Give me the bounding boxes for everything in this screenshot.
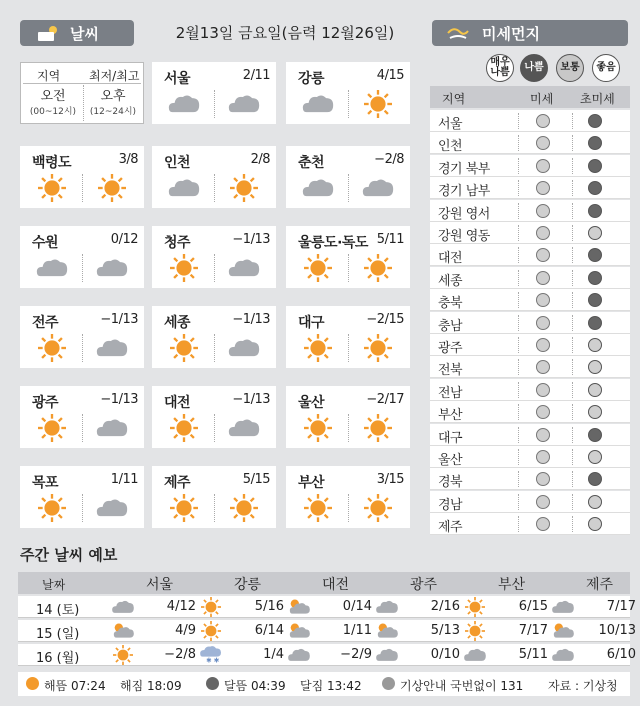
city-temp: 0/12 xyxy=(110,232,138,247)
sun-icon xyxy=(34,174,70,202)
cloud-icon xyxy=(166,174,202,202)
city-name: 대전 xyxy=(164,395,191,411)
city-temp: −1/13 xyxy=(100,312,138,327)
pm10-level-icon xyxy=(536,159,550,173)
cloud-icon xyxy=(360,174,396,202)
weekly-temp: 4/12 xyxy=(166,599,196,614)
city-temp: 3/15 xyxy=(376,472,404,487)
sun-icon xyxy=(360,90,396,118)
weekly-cell xyxy=(374,644,462,666)
city-name: 제주 xyxy=(164,475,191,491)
cloud-icon xyxy=(94,334,130,362)
pm10-level-icon xyxy=(536,181,550,195)
city-name: 울릉도·독도 xyxy=(298,235,368,251)
dust-region: 경북 xyxy=(438,475,463,491)
city-card xyxy=(20,146,144,208)
weekly-row xyxy=(18,620,636,642)
cloud-icon xyxy=(300,174,336,202)
sun-icon xyxy=(300,334,336,362)
city-card xyxy=(152,386,276,448)
pm10-level-icon xyxy=(536,360,550,374)
pm25-level-icon xyxy=(588,114,602,128)
weekly-cell xyxy=(462,644,550,666)
city-temp: −2/17 xyxy=(366,392,404,407)
moonset-time: 달짐 13:42 xyxy=(300,679,362,693)
pm10-level-icon xyxy=(536,405,550,419)
city-name: 춘천 xyxy=(298,155,325,171)
city-temp: −1/13 xyxy=(232,312,270,327)
city-temp: 3/8 xyxy=(118,152,138,167)
dust-row xyxy=(430,401,630,423)
city-card xyxy=(286,146,410,208)
sun-icon xyxy=(226,174,262,202)
weekly-cell xyxy=(550,644,638,666)
dust-title: 미세먼지 xyxy=(482,24,540,43)
legend-region: 지역 xyxy=(37,69,61,83)
dust-region: 강원 영서 xyxy=(438,206,490,222)
weekly-header xyxy=(18,572,630,594)
pm25-level-icon xyxy=(588,316,602,330)
city-name: 목포 xyxy=(32,475,59,491)
weekly-title: 주간 날씨 예보 xyxy=(20,546,118,564)
dust-row xyxy=(430,379,630,401)
partly-icon xyxy=(110,621,136,641)
weekly-temp: 7/17 xyxy=(606,599,636,614)
dust-region: 경기 남부 xyxy=(438,184,490,200)
sun-icon xyxy=(360,254,396,282)
weekly-temp: 6/14 xyxy=(254,623,284,638)
pm10-level-icon xyxy=(536,338,550,352)
sun-icon xyxy=(198,621,224,641)
cloud-icon xyxy=(462,645,488,665)
city-card xyxy=(286,62,410,124)
sunrise-icon xyxy=(26,677,39,690)
sun-icon xyxy=(166,494,202,522)
pm25-level-icon xyxy=(588,450,602,464)
weekly-city: 제주 xyxy=(586,577,614,593)
pm25-level-icon xyxy=(588,360,602,374)
weekly-temp: 1/4 xyxy=(263,647,284,662)
cloud-icon xyxy=(550,597,576,617)
weekly-cell xyxy=(110,620,198,642)
city-temp: −2/8 xyxy=(374,152,404,167)
city-card xyxy=(152,146,276,208)
legend-am: 오전 (00~12시) xyxy=(29,89,77,117)
pm10-level-icon xyxy=(536,136,550,150)
pm25-level-icon xyxy=(588,226,602,240)
dust-region: 대전 xyxy=(438,251,463,267)
data-source: 자료 : 기상청 xyxy=(548,679,618,693)
dust-row xyxy=(430,244,630,266)
sun-icon xyxy=(198,597,224,617)
city-name: 청주 xyxy=(164,235,191,251)
weekly-temp: 6/10 xyxy=(606,647,636,662)
sun-icon xyxy=(34,334,70,362)
weather-title: 날씨 xyxy=(70,24,99,43)
city-temp: −1/13 xyxy=(232,232,270,247)
city-temp: −2/15 xyxy=(366,312,404,327)
cloud-icon xyxy=(374,645,400,665)
weekly-date: 16 (월) xyxy=(36,651,80,666)
weekly-temp: 10/13 xyxy=(598,623,636,638)
pm25-level-icon xyxy=(588,271,602,285)
weekly-temp: 1/11 xyxy=(342,623,372,638)
pm10-level-icon xyxy=(536,271,550,285)
city-card xyxy=(152,226,276,288)
pm25-level-icon xyxy=(588,136,602,150)
dust-region: 충남 xyxy=(438,318,463,334)
weekly-temp: −2/8 xyxy=(164,647,196,662)
moonrise-time: 달뜸 04:39 xyxy=(224,679,286,693)
city-temp: −1/13 xyxy=(100,392,138,407)
pm25-level-icon xyxy=(588,293,602,307)
weekly-temp: 5/16 xyxy=(254,599,284,614)
sun-icon xyxy=(226,494,262,522)
sun-icon xyxy=(462,621,488,641)
city-temp: 2/8 xyxy=(250,152,270,167)
weekly-city: 대전 xyxy=(322,577,350,593)
phone-info: 기상안내 국번없이 131 xyxy=(400,679,524,693)
dust-region: 경남 xyxy=(438,497,463,513)
city-card xyxy=(152,62,276,124)
cloud-icon xyxy=(94,494,130,522)
city-card xyxy=(286,226,410,288)
weekly-cell xyxy=(286,596,374,618)
dust-row xyxy=(430,312,630,334)
dust-row xyxy=(430,200,630,222)
weather-title-badge xyxy=(20,20,134,46)
dust-region: 서울 xyxy=(438,117,463,132)
weekly-temp: −2/9 xyxy=(340,647,372,662)
weekly-temp: 0/14 xyxy=(342,599,372,614)
dust-row xyxy=(430,468,630,490)
weekly-city: 부산 xyxy=(498,577,526,593)
weekly-temp: 7/17 xyxy=(518,623,548,638)
dust-region: 인천 xyxy=(438,139,463,155)
weekly-temp: 4/9 xyxy=(175,623,196,638)
pm10-level-icon xyxy=(536,383,550,397)
weekly-date: 14 (토) xyxy=(36,603,80,618)
weekly-cell xyxy=(550,620,638,642)
sun-icon xyxy=(300,254,336,282)
dust-row xyxy=(430,424,630,446)
pm25-level-icon xyxy=(588,383,602,397)
wind-dust-icon xyxy=(446,24,472,42)
dust-row xyxy=(430,110,630,132)
dust-col-pm10: 미세 xyxy=(530,92,554,106)
sun-icon xyxy=(300,494,336,522)
city-card xyxy=(286,306,410,368)
pm25-level-icon xyxy=(588,248,602,262)
city-temp: 1/11 xyxy=(110,472,138,487)
dust-row xyxy=(430,222,630,244)
dust-legend-normal: 보통 xyxy=(556,54,584,82)
footer-bar xyxy=(18,672,630,696)
sun-icon xyxy=(94,174,130,202)
cloud-icon xyxy=(34,254,70,282)
dust-legend-bad: 나쁨 xyxy=(520,54,548,82)
pm10-level-icon xyxy=(536,450,550,464)
sun-icon xyxy=(166,254,202,282)
pm25-level-icon xyxy=(588,428,602,442)
dust-region: 경기 북부 xyxy=(438,161,490,177)
sunset-time: 해짐 18:09 xyxy=(120,679,182,693)
pm25-level-icon xyxy=(588,181,602,195)
sun-icon xyxy=(110,645,136,665)
dust-region: 전북 xyxy=(438,363,463,379)
pm10-level-icon xyxy=(536,316,550,330)
sun-icon xyxy=(34,414,70,442)
dust-region: 광주 xyxy=(438,341,463,356)
cloud-icon xyxy=(226,254,262,282)
pm25-level-icon xyxy=(588,338,602,352)
dust-row xyxy=(430,177,630,199)
partly-icon xyxy=(550,621,576,641)
dust-row xyxy=(430,334,630,356)
dust-region: 부산 xyxy=(438,408,463,424)
weekly-cell xyxy=(198,644,286,666)
dust-row xyxy=(430,513,630,535)
weekly-cell xyxy=(286,620,374,642)
svg-text:✱ ✱: ✱ ✱ xyxy=(206,656,220,665)
dust-region: 대구 xyxy=(438,430,463,446)
city-name: 부산 xyxy=(298,475,325,491)
moon-icon xyxy=(206,677,219,690)
weekly-cell xyxy=(550,596,638,618)
city-temp: 4/15 xyxy=(376,68,404,83)
dust-row xyxy=(430,132,630,154)
dust-region: 전남 xyxy=(438,385,463,401)
snow-icon xyxy=(198,645,224,665)
sun-icon xyxy=(166,414,202,442)
weekly-cell xyxy=(462,620,550,642)
city-card xyxy=(286,466,410,528)
sun-icon xyxy=(166,334,202,362)
dust-legend-very-bad: 매우나쁨 xyxy=(486,54,514,82)
city-temp: 2/11 xyxy=(242,68,270,83)
partly-sunny-icon xyxy=(36,23,62,43)
pm25-level-icon xyxy=(588,204,602,218)
weekly-city: 서울 xyxy=(146,577,174,593)
pm10-level-icon xyxy=(536,472,550,486)
city-name: 인천 xyxy=(164,155,191,171)
city-temp: 5/11 xyxy=(376,232,404,247)
weekly-temp: 5/13 xyxy=(430,623,460,638)
weekly-temp: 2/16 xyxy=(430,599,460,614)
city-name: 세종 xyxy=(164,315,191,331)
weekly-cell xyxy=(198,620,286,642)
legend-pm: 오후 (12~24시) xyxy=(89,89,137,117)
dust-title-badge xyxy=(432,20,628,46)
dust-row xyxy=(430,491,630,513)
pm10-level-icon xyxy=(536,517,550,531)
city-card xyxy=(152,466,276,528)
pm10-level-icon xyxy=(536,248,550,262)
city-name: 서울 xyxy=(164,71,191,87)
city-card xyxy=(20,466,144,528)
dust-table-header xyxy=(430,86,630,108)
dust-region: 충북 xyxy=(438,296,463,312)
city-card xyxy=(20,226,144,288)
cloud-icon xyxy=(110,597,136,617)
cloud-icon xyxy=(166,90,202,118)
sun-icon xyxy=(360,414,396,442)
pm25-level-icon xyxy=(588,472,602,486)
weekly-city: 광주 xyxy=(410,577,438,593)
dust-region: 울산 xyxy=(438,453,463,468)
weekly-row xyxy=(18,596,636,618)
weekly-city: 강릉 xyxy=(234,577,262,593)
dust-row xyxy=(430,356,630,378)
partly-icon xyxy=(374,621,400,641)
cloud-icon xyxy=(550,645,576,665)
city-temp: 5/15 xyxy=(242,472,270,487)
weekly-date-header: 날짜 xyxy=(42,578,66,592)
dust-row xyxy=(430,155,630,177)
pm10-level-icon xyxy=(536,114,550,128)
partly-icon xyxy=(286,597,312,617)
weekly-cell xyxy=(374,596,462,618)
pm10-level-icon xyxy=(536,204,550,218)
cloud-icon xyxy=(226,90,262,118)
city-name: 강릉 xyxy=(298,71,325,87)
dust-col-pm25: 초미세 xyxy=(580,92,615,106)
pm25-level-icon xyxy=(588,495,602,509)
sunrise-time: 해뜸 07:24 xyxy=(44,679,106,693)
weekly-cell xyxy=(374,620,462,642)
legend-minmax: 최저/최고 xyxy=(89,69,140,83)
cloud-icon xyxy=(94,254,130,282)
city-card xyxy=(20,306,144,368)
sun-icon xyxy=(462,597,488,617)
pm25-level-icon xyxy=(588,517,602,531)
sun-icon xyxy=(360,494,396,522)
date-line: 2월13일 금요일(음력 12월26일) xyxy=(175,24,395,42)
dust-col-region: 지역 xyxy=(442,92,466,106)
pm25-level-icon xyxy=(588,405,602,419)
cloud-icon xyxy=(300,90,336,118)
pm10-level-icon xyxy=(536,226,550,240)
partly-icon xyxy=(286,621,312,641)
weekly-temp: 6/15 xyxy=(518,599,548,614)
sun-icon xyxy=(360,334,396,362)
city-name: 울산 xyxy=(298,395,325,411)
cloud-icon xyxy=(374,597,400,617)
pm25-level-icon xyxy=(588,159,602,173)
city-name: 수원 xyxy=(32,235,59,251)
city-name: 대구 xyxy=(298,315,325,331)
weekly-cell xyxy=(286,644,374,666)
dust-row xyxy=(430,289,630,311)
pm10-level-icon xyxy=(536,293,550,307)
legend-card xyxy=(20,62,144,124)
cloud-icon xyxy=(226,414,262,442)
dust-row xyxy=(430,446,630,468)
city-card xyxy=(286,386,410,448)
weekly-cell xyxy=(110,596,198,618)
dust-legend-good: 좋음 xyxy=(592,54,620,82)
sun-icon xyxy=(34,494,70,522)
cloud-icon xyxy=(226,334,262,362)
weekly-temp: 0/10 xyxy=(430,647,460,662)
city-card xyxy=(20,386,144,448)
weekly-cell xyxy=(198,596,286,618)
dust-region: 제주 xyxy=(438,520,463,536)
weekly-row xyxy=(18,644,636,666)
weekly-cell xyxy=(110,644,198,666)
city-name: 백령도 xyxy=(32,155,72,171)
city-name: 광주 xyxy=(32,395,59,411)
dust-row xyxy=(430,267,630,289)
phone-icon xyxy=(382,677,395,690)
weekly-date: 15 (일) xyxy=(36,627,80,642)
cloud-icon xyxy=(94,414,130,442)
pm10-level-icon xyxy=(536,428,550,442)
cloud-icon xyxy=(286,645,312,665)
pm10-level-icon xyxy=(536,495,550,509)
weekly-cell xyxy=(462,596,550,618)
city-temp: −1/13 xyxy=(232,392,270,407)
weekly-temp: 5/11 xyxy=(518,647,548,662)
dust-region: 강원 영동 xyxy=(438,229,490,244)
sun-icon xyxy=(300,414,336,442)
dust-region: 세종 xyxy=(438,273,463,289)
city-card xyxy=(152,306,276,368)
city-name: 전주 xyxy=(32,315,59,331)
